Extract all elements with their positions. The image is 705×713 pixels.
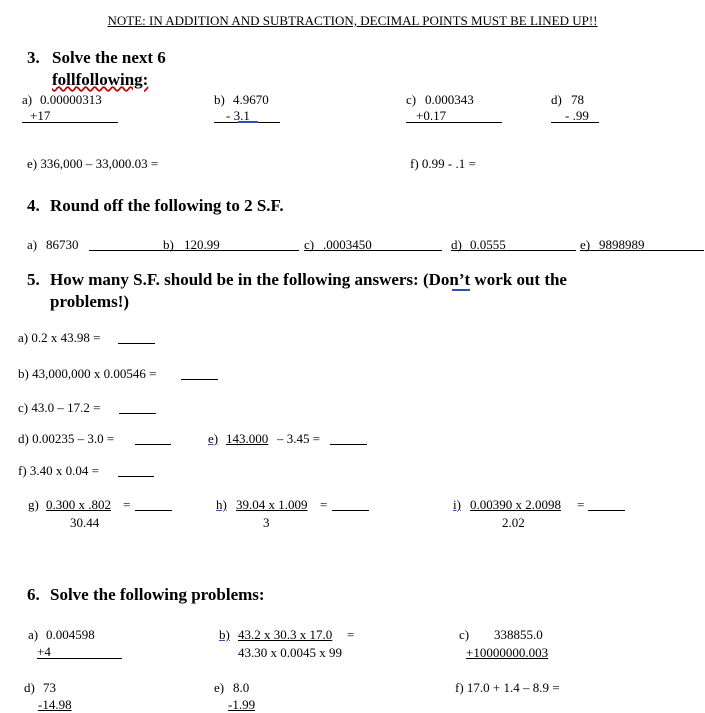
q5e-blank (330, 444, 367, 445)
q5-number: 5. (27, 270, 40, 289)
q6b-denominator: 43.30 x 0.0045 x 99 (238, 645, 342, 660)
q5e-rest: – 3.45 = (277, 431, 321, 446)
q6b-equals: = (347, 627, 355, 642)
q3b-top: 4.9670 (233, 92, 269, 107)
q5e-label: e) (208, 431, 219, 446)
q6-number: 6. (27, 585, 40, 604)
q6a-bottom: +4 (37, 644, 51, 659)
q3-number: 3. (27, 48, 40, 67)
q5g-blank (135, 510, 172, 511)
q4a-blank (89, 250, 163, 251)
q6-title: Solve the following problems: (50, 585, 265, 604)
q5h-denominator: 3 (263, 515, 270, 530)
q6d-label: d) (24, 680, 35, 695)
q5f-blank (118, 476, 154, 477)
q5g-label: g) (28, 497, 39, 512)
q6a-rule (37, 658, 122, 659)
q3a-label: a) (22, 92, 33, 107)
q3d-top: 78 (571, 92, 584, 107)
q6f-problem: f) 17.0 + 1.4 – 8.9 = (455, 680, 560, 695)
q6c-bottom: +10000000.003 (466, 645, 549, 660)
q3c-top: 0.000343 (425, 92, 474, 107)
q3-title-continued: follfollowing: (52, 70, 149, 89)
q5c-blank (119, 413, 156, 414)
q3d-label: d) (551, 92, 562, 107)
q3e-problem: e) 336,000 – 33,000.03 = (27, 156, 159, 171)
q3b-blue-mark (238, 121, 258, 123)
q5-title-continued: problems!) (50, 292, 130, 311)
q4e-blank (580, 250, 704, 251)
q4d-value: 0.0555 (470, 237, 506, 252)
q5i-label: i) (453, 497, 461, 512)
q4c-blank (304, 250, 442, 251)
q3a-top: 0.00000313 (40, 92, 102, 107)
q4c-value: .0003450 (323, 237, 372, 252)
q4b-label: b) (163, 237, 174, 252)
q5b-problem: b) 43,000,000 x 0.00546 = (18, 366, 157, 381)
q4b-blank (163, 250, 299, 251)
q4-number: 4. (27, 196, 40, 215)
q3c-bottom: +0.17 (416, 108, 447, 123)
q6e-top: 8.0 (233, 680, 250, 695)
q3d-bottom: - .99 (565, 108, 589, 123)
q6d-top: 73 (43, 680, 56, 695)
q3a-bottom: +17 (30, 108, 51, 123)
q5b-blank (181, 379, 218, 380)
q3a-rule (22, 122, 118, 123)
q5a-problem: a) 0.2 x 43.98 = (18, 330, 101, 345)
q4b-value: 120.99 (184, 237, 220, 252)
q3c-label: c) (406, 92, 417, 107)
q5i-denominator: 2.02 (502, 515, 525, 530)
q6a-top: 0.004598 (46, 627, 95, 642)
q5a-blank (118, 343, 155, 344)
q5i-numerator: 0.00390 x 2.0098 (470, 497, 561, 512)
q5-blue-mark (452, 289, 470, 291)
q5e-value: 143.000 (226, 431, 269, 446)
q3b-bottom: - 3.1 (226, 108, 250, 123)
q5c-problem: c) 43.0 – 17.2 = (18, 400, 101, 415)
q6e-label: e) (214, 680, 225, 695)
q3c-rule (406, 122, 502, 123)
q4e-value: 9898989 (599, 237, 645, 252)
q4e-label: e) (580, 237, 591, 252)
q4a-label: a) (27, 237, 38, 252)
q5d-blank (135, 444, 171, 445)
q5h-equals: = (320, 497, 328, 512)
q4d-label: d) (451, 237, 462, 252)
q5h-blank (332, 510, 369, 511)
q4c-label: c) (304, 237, 315, 252)
q5i-blank (588, 510, 625, 511)
q5d-problem: d) 0.00235 – 3.0 = (18, 431, 115, 446)
q6b-numerator: 43.2 x 30.3 x 17.0 (238, 627, 333, 642)
q5h-numerator: 39.04 x 1.009 (236, 497, 308, 512)
q6a-label: a) (28, 627, 39, 642)
note-banner: NOTE: IN ADDITION AND SUBTRACTION, DECIMAL POINTS MUST BE LINED UP!! (107, 13, 598, 28)
q3-title: Solve the next 6 (52, 48, 166, 67)
q5g-denominator: 30.44 (70, 515, 100, 530)
q6d-bottom: -14.98 (38, 697, 72, 712)
q6c-top: 338855.0 (494, 627, 543, 642)
q4-title: Round off the following to 2 S.F. (50, 196, 284, 215)
q5f-problem: f) 3.40 x 0.04 = (18, 463, 99, 478)
q5i-equals: = (577, 497, 585, 512)
q4a-value: 86730 (46, 237, 79, 252)
q6c-label: c) (459, 627, 470, 642)
q5h-label: h) (216, 497, 227, 512)
q5-title: How many S.F. should be in the following answers: (Don’t work out the (50, 270, 567, 289)
q5g-equals: = (123, 497, 131, 512)
q5g-numerator: 0.300 x .802 (46, 497, 111, 512)
q6e-bottom: -1.99 (228, 697, 256, 712)
q4d-blank (451, 250, 576, 251)
q3b-label: b) (214, 92, 225, 107)
q6b-label: b) (219, 627, 230, 642)
q3f-problem: f) 0.99 - .1 = (410, 156, 476, 171)
q3d-rule (551, 122, 599, 123)
